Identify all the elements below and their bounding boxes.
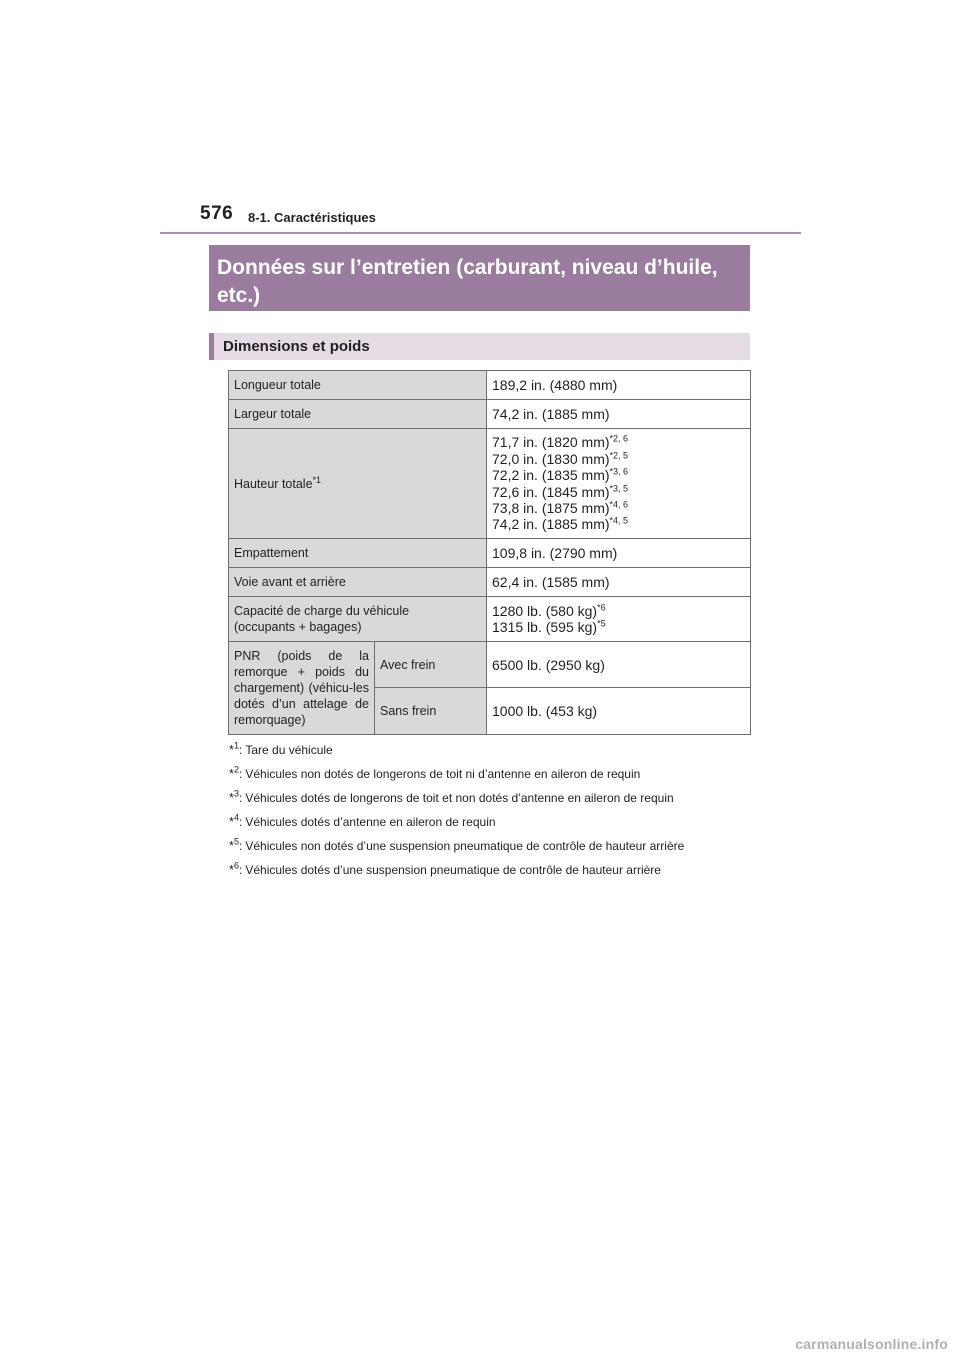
row-value xyxy=(487,597,751,642)
footnote: *$^1$: Tare du véhicule xyxy=(228,740,333,757)
table-row xyxy=(229,429,751,539)
table-row xyxy=(229,642,751,688)
row-label: PNR (poids de la remorque + poids du chargement) (véhicu-les dotés d’un attelage de remorquage) xyxy=(229,642,375,735)
row-label: Longueur totale xyxy=(229,371,487,400)
value-line: 1280 lb. (580 kg)$^{*6}$ xyxy=(492,602,606,619)
row-label: Voie avant et arrière xyxy=(229,568,487,597)
footnote: *$^2$: Véhicules non dotés de longerons de toit ni d’antenne en aileron de requin xyxy=(228,764,641,781)
chapter-title: 8-1. Caractéristiques xyxy=(248,210,376,225)
dimensions-table xyxy=(228,370,751,735)
table-row xyxy=(229,371,751,400)
header-rule xyxy=(160,232,801,234)
value-line: 1315 lb. (595 kg)$^{*5}$ xyxy=(492,618,606,636)
table-row xyxy=(229,568,751,597)
subsection-title: Dimensions et poids xyxy=(209,333,750,360)
footnote: *$^5$: Véhicules non dotés d’une suspension pneumatique de contrôle de hauteur arrière xyxy=(228,836,685,853)
value-line: 72,0 in. (1830 mm)$^{*2, 5}$ xyxy=(492,450,629,467)
sub-label: Sans frein xyxy=(375,688,487,735)
section-title: Données sur l’entretien (carburant, niveau d’huile, etc.) xyxy=(209,245,750,311)
page-number: 576 xyxy=(200,203,234,224)
value-line: 71,7 in. (1820 mm)$^{*2, 6}$ xyxy=(492,433,629,451)
table-row xyxy=(229,539,751,568)
footnote: *$^6$: Véhicules dotés d’une suspension pneumatique de contrôle de hauteur arrière xyxy=(228,860,661,877)
row-label: Capacité de charge du véhicule (occupants + bagages) xyxy=(229,597,487,642)
row-label-text: Hauteur totale xyxy=(234,476,313,491)
value-line: 72,6 in. (1845 mm)$^{*3, 5}$ xyxy=(492,482,629,500)
sub-label: Avec frein xyxy=(375,642,487,688)
footnote: *$^3$: Véhicules dotés de longerons de toit et non dotés d’antenne en aileron de requin xyxy=(228,788,674,805)
row-value xyxy=(487,429,751,539)
value-line: 74,2 in. (1885 mm)$^{*4, 5}$ xyxy=(492,515,629,533)
footnote: *$^4$: Véhicules dotés d’antenne en aileron de requin xyxy=(228,812,496,829)
row-value: 62,4 in. (1585 mm) xyxy=(487,568,751,597)
table-row xyxy=(229,400,751,429)
watermark: carmanualsonline.info xyxy=(795,1336,948,1352)
table-row xyxy=(229,597,751,642)
row-value: 189,2 in. (4880 mm) xyxy=(487,371,751,400)
row-value: 109,8 in. (2790 mm) xyxy=(487,539,751,568)
row-value: 6500 lb. (2950 kg) xyxy=(487,642,751,688)
footnote-ref: *1 xyxy=(312,474,322,485)
row-value: 74,2 in. (1885 mm) xyxy=(487,400,751,429)
value-line: 73,8 in. (1875 mm)$^{*4, 6}$ xyxy=(492,499,629,516)
row-label xyxy=(229,429,487,539)
row-label: Largeur totale xyxy=(229,400,487,429)
value-line: 72,2 in. (1835 mm)$^{*3, 6}$ xyxy=(492,466,629,484)
row-label: Empattement xyxy=(229,539,487,568)
row-value: 1000 lb. (453 kg) xyxy=(487,688,751,735)
